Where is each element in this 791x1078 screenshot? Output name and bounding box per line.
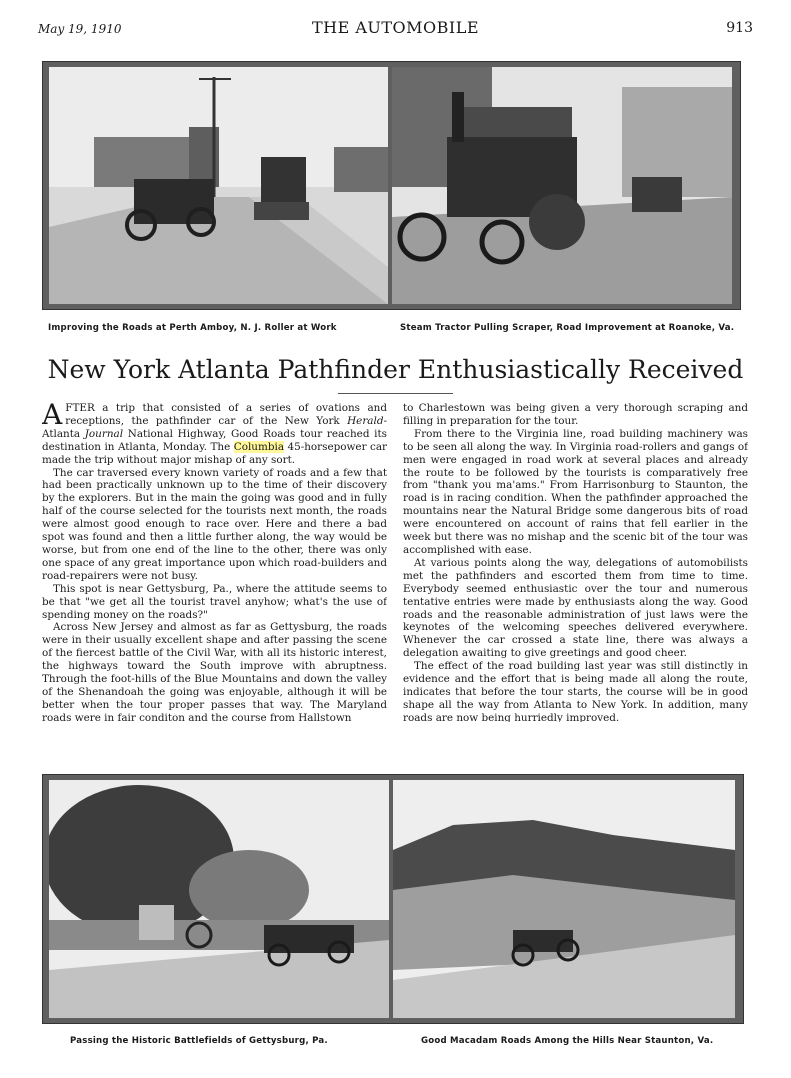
issue-date: May 19, 1910 bbox=[38, 22, 122, 36]
article-column-left bbox=[42, 402, 387, 722]
article-headline: New York Atlanta Pathfinder Enthusiastically Received bbox=[47, 355, 744, 384]
photo-gettysburg-battlefield bbox=[49, 780, 389, 1018]
magazine-title: THE AUTOMOBILE bbox=[311, 18, 480, 37]
caption-staunton: Good Macadam Roads Among the Hills Near Staunton, Va. bbox=[421, 1036, 714, 1046]
article-paragraph-4: Across New Jersey and almost as far as Gettysburg, the roads were in their usually excellent shape and after passing the scene of the fiercest battle of the Civil War, with all its historic interest, the highways toward the South improve with abruptness. Through the foot-hills of the Blue Mountains and down the valley of the Shenandoah the going was enjoyable, although it will be better when the tour proper passes that way. The Maryland roads were in fair conditon and the course from Hallstown bbox=[42, 621, 387, 722]
article-column-right bbox=[403, 402, 748, 722]
caption-perth-amboy: Improving the Roads at Perth Amboy, N. J. Roller at Work bbox=[48, 323, 337, 333]
article-paragraph-6: From there to the Virginia line, road building machinery was to be seen all along the way. In Virginia road-rollers and gangs of men were engaged in road work at several places and already the route to be followed by the tourists is comparatively free from "thank you ma'ams." From Harrisonburg to Staunton, the road is in racing condition. When the pathfinder approached the mountains near the Natural Bridge some dangerous bits of road were encountered on account of rains that fell earlier in the week but there was no mishap and the scenic bit of the tour was accomplished with ease. bbox=[403, 427, 748, 556]
article-paragraph-1: AFTER a trip that consisted of a series of ovations and receptions, the pathfinder car of the New York Herald-Atlanta Journal National Highway, Good Roads tour reached its destination in Atlanta, Monday. The Columbia 45-horsepower car made the trip without major mishap of any sort. bbox=[42, 402, 387, 466]
highlighted-text-columbia: Columbia bbox=[233, 440, 285, 453]
photo-perth-amboy-roller bbox=[49, 67, 388, 304]
running-header bbox=[38, 18, 753, 40]
bottom-captions bbox=[70, 1036, 750, 1048]
top-photo-strip bbox=[42, 61, 741, 310]
article-paragraph-7: At various points along the way, delegations of automobilists met the pathfinders and escorted them from time to time. Everybody seemed enthusiastic over the tour and numerous tentative entries were made by enthusiasts along the way. Good roads and the reasonable administration of just laws were the keynotes of the welcoming speeches delivered everywhere. Whenever the car crossed a state line, there was always a delegation awaiting to give greetings and good cheer. bbox=[403, 556, 748, 660]
top-captions bbox=[48, 323, 748, 335]
headline-rule bbox=[338, 393, 453, 394]
article-paragraph-8: The effect of the road building last year was still distinctly in evidence and the effort that is being made all along the route, indicates that before the tour starts, the course will be in good shape all the way from Atlanta to New York. In addition, many roads are now being hurriedly improved. bbox=[403, 660, 748, 722]
article-paragraph-2: The car traversed every known variety of roads and a few that had been practically unknown up to the time of their discovery by the explorers. But in the main the going was good and in fully half of the course selected for the tourists next month, the roads were almost good enough to race over. Here and there a bad spot was found and then a little further along, the way would be worse, but from one end of the line to the other, there was only one space of any great importance upon which road-builders and road-repairers were not busy. bbox=[42, 466, 387, 582]
drop-cap: A bbox=[42, 402, 63, 431]
bottom-photo-strip bbox=[42, 774, 744, 1024]
photo-roanoke-steam-tractor bbox=[392, 67, 732, 304]
article-paragraph-3: This spot is near Gettysburg, Pa., where the attitude seems to be that "we get all the tourist travel anyhow; what's the use of spending money on the roads?" bbox=[42, 582, 387, 621]
caption-gettysburg: Passing the Historic Battlefields of Gettysburg, Pa. bbox=[70, 1036, 328, 1046]
photo-staunton-macadam-road bbox=[393, 780, 735, 1018]
caption-roanoke: Steam Tractor Pulling Scraper, Road Improvement at Roanoke, Va. bbox=[400, 323, 735, 333]
article-paragraph-5: to Charlestown was being given a very thorough scraping and filling in preparation for the tour. bbox=[403, 402, 748, 427]
page-number: 913 bbox=[726, 20, 753, 36]
